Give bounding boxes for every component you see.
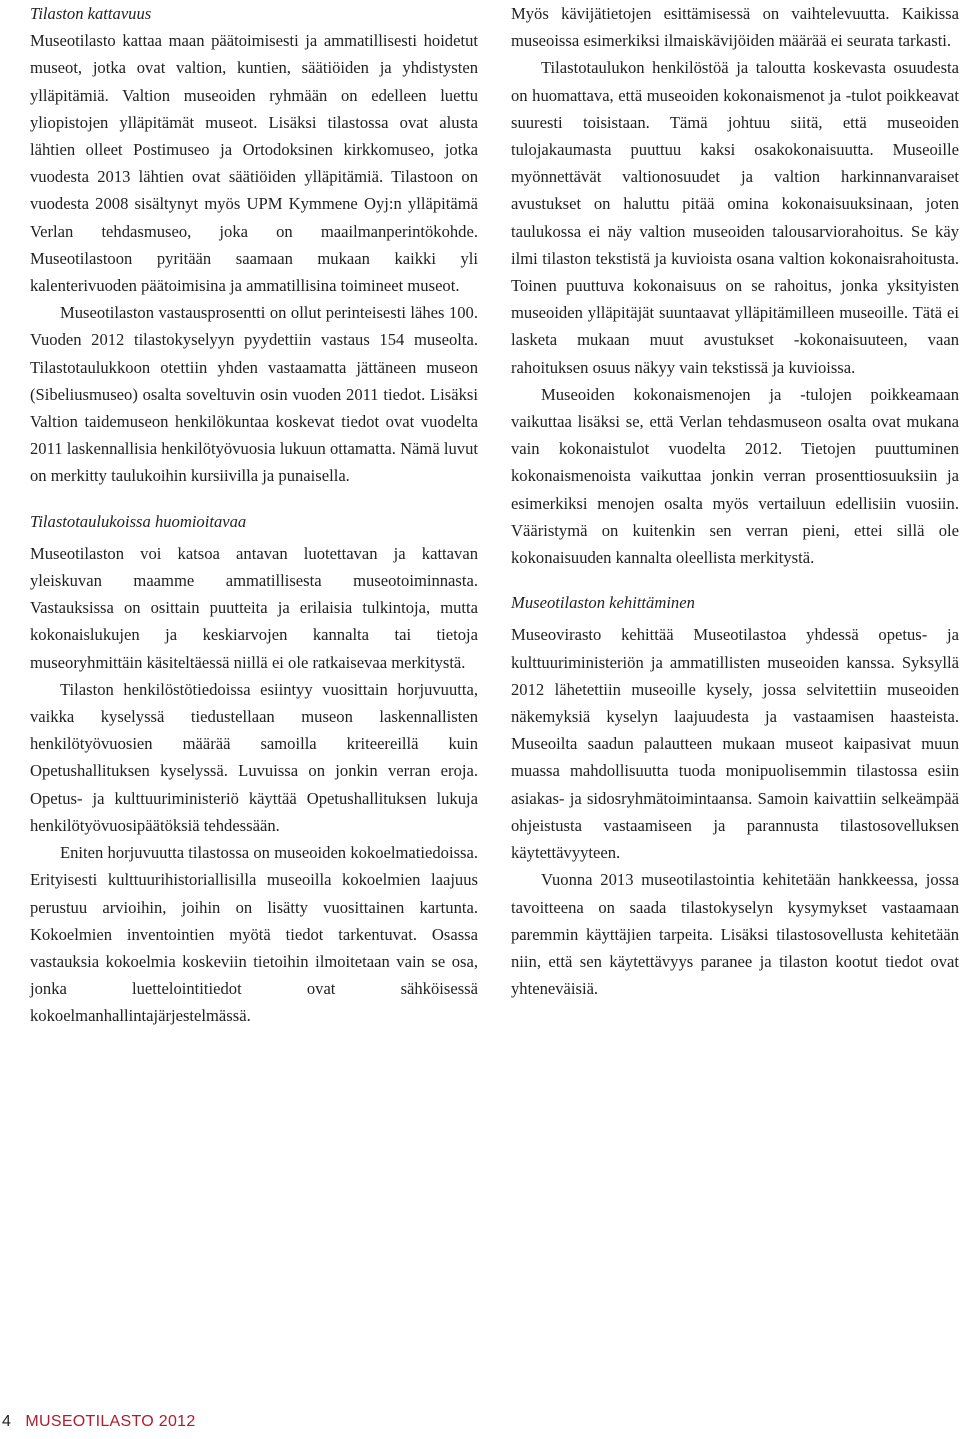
body-paragraph: Eniten horjuvuutta tilastossa on museoiden kokoelmatiedoissa. Erityisesti kulttuurihistoriallisilla museoilla kokoelmien laajuus perustuu arvioihin, joihin on lisätty vuosittainen kartunta. Kokoelmien inventointien myötä tiedot tarkentuvat. Osassa vastauksia kokoelmia koskeviin tietoihin ilmoitetaan vain se osa, jonka luettelointitiedot ovat sähköisessä kokoelmanhallintajärjestelmässä. [30, 843, 478, 1026]
body-paragraph: Museotilasto kattaa maan päätoimisesti ja ammatillisesti hoidetut museot, jotka ovat valtion, kuntien, säätiöiden ja yhdistysten ylläpitämiä. Valtion museoiden ryhmään on edelleen luettu yliopistojen ylläpitämät museot. Lisäksi tilastossa ovat alusta lähtien olleet Postimuseo ja Ortodoksinen kirkkomuseo, jotka vuodesta 2013 lähtien ovat säätiöiden ylläpitämiä. Tilastoon on vuodesta 2008 sisältynyt myös UPM Kymmene Oyj:n ylläpitämä Verlan tehdasmuseo, joka on maailmanperintökohde. Museotilastoon pyritään saamaan mukaan kaikki yli kalenterivuoden päätoimisina ja ammatillisina toimineet museot. [30, 31, 478, 296]
body-paragraph: Myös kävijätietojen esittämisessä on vaihtelevuutta. Kaikissa museoissa esimerkiksi ilmaiskävijöiden määrää ei seurata tarkasti. [511, 4, 959, 51]
body-paragraph: Vuonna 2013 museotilastointia kehitetään hankkeessa, jossa tavoitteena on saada tilastokyselyn kysymykset vastaamaan paremmin käyttäjien tarpeita. Lisäksi tilastosovellusta kehitetään niin, että sen käytettävyys paranee ja tilaston kootut tiedot ovat yhteneväisiä. [511, 870, 959, 999]
section-heading-tilaston-kattavuus: Tilaston kattavuus [30, 4, 152, 23]
section-heading-tilastotaulukoissa-huomioitavaa: Tilastotaulukoissa huomioitavaa [30, 511, 247, 531]
body-paragraph: Museotilaston vastausprosentti on ollut perinteisesti lähes 100. Vuoden 2012 tilastokyselyyn pyydettiin vastaus 154 museolta. Tilastotaulukkoon otettiin yhden vastaamatta jättäneen museon (Sibeliusmuseo) osalta soveltuvin osin vuoden 2011 tiedot. Lisäksi Valtion taidemuseon henkilökuntaa koskevat tiedot ovat vuodelta 2011 laskennallisia henkilötyövuosia lukuun ottamatta. Nämä luvut on merkitty taulukoihin kursiivilla ja punaisella. [30, 303, 478, 486]
section-heading-museotilaston-kehittaminen: Museotilaston kehittäminen [511, 593, 695, 613]
body-paragraph: Tilastotaulukon henkilöstöä ja taloutta koskevasta osuudesta on huomattava, että museoiden kokonaismenot ja -tulot poikkeavat suuresti toisistaan. Tämä johtuu siitä, että museoiden tulojakaumasta puuttuu kaksi osakokonaisuutta. Museoille myönnettävät valtionosuudet ja valtion harkinnanvaraiset avustukset on haluttu pitää omina kokonaisuuksinaan, joten taulukossa ei näy valtion museoiden talousarviorahoitus. Se käy ilmi tilaston tekstistä ja kuvioista osana valtion kokonaisrahoitusta. Toinen puuttuva kokonaisuus on se rahoitus, jonka yksityisten museoiden ylläpitäjät suuntaavat ylläpitämilleen museoille. Tätä ei lasketa mukaan muut avustukset -kokonaisuuteen, vaan rahoituksen osuus näkyy vain tekstissä ja kuvioissa. [511, 58, 959, 377]
publication-title: MUSEOTILASTO 2012 [25, 1413, 196, 1430]
page-footer [2, 1412, 196, 1432]
body-paragraph: Museovirasto kehittää Museotilastoa yhdessä opetus- ja kulttuuriministeriön ja ammatillisten museoiden kanssa. Syksyllä 2012 lähetettiin museoille kysely, jossa selvitettiin museoiden näkemyksiä kyselyn laajuudesta ja vastaamisen haasteista. Museoilta saadun palautteen mukaan museot kaipasivat muun muassa mahdollisuutta tuoda monipuolisemmin tilastossa esiin asiakas- ja sidosryhmätoimintaansa. Samoin kaivattiin selkeämpää ohjeistusta vastaamiseen ja parannusta tilastosovelluksen käytettävyyteen. [511, 625, 959, 863]
body-paragraph: Tilaston henkilöstötiedoissa esiintyy vuosittain horjuvuutta, vaikka kyselyssä tiedustellaan museon laskennallisten henkilötyövuosien määrää samoilla kriteereillä kuin Opetushallituksen kyselyssä. Luvuissa on jonkin verran eroja. Opetus- ja kulttuuriministeriö käyttää Opetushallituksen lukuja henkilötyövuosipäätöksiä tehdessään. [30, 679, 478, 835]
body-paragraph: Museotilaston voi katsoa antavan luotettavan ja kattavan yleiskuvan maamme ammatillisesta museotoiminnasta. Vastauksissa on osittain puutteita ja erilaisia tulkintoja, mutta kokonaislukujen ja keskiarvojen kannalta tai tietoja museoryhmittäin käsiteltäessä niillä ei ole ratkaisevaa merkitystä. [30, 543, 478, 672]
right-column [511, 0, 959, 1002]
left-column [30, 0, 478, 1030]
page-number: 4 [2, 1413, 11, 1430]
body-paragraph: Museoiden kokonaismenojen ja -tulojen poikkeamaan vaikuttaa lisäksi se, että Verlan tehdasmuseon osalta ovat mukana vain kokonaistulot vuodelta 2012. Tietojen puuttuminen kokonaismenoista vaikuttaa jonkin verran prosenttiosuuksiin ja esimerkiksi menojen osalta myös vertailuun edellisiin vuosiin. Vääristymä on kuitenkin sen verran pieni, ettei sillä ole kokonaisuuden kannalta oleellista merkitystä. [511, 384, 959, 568]
